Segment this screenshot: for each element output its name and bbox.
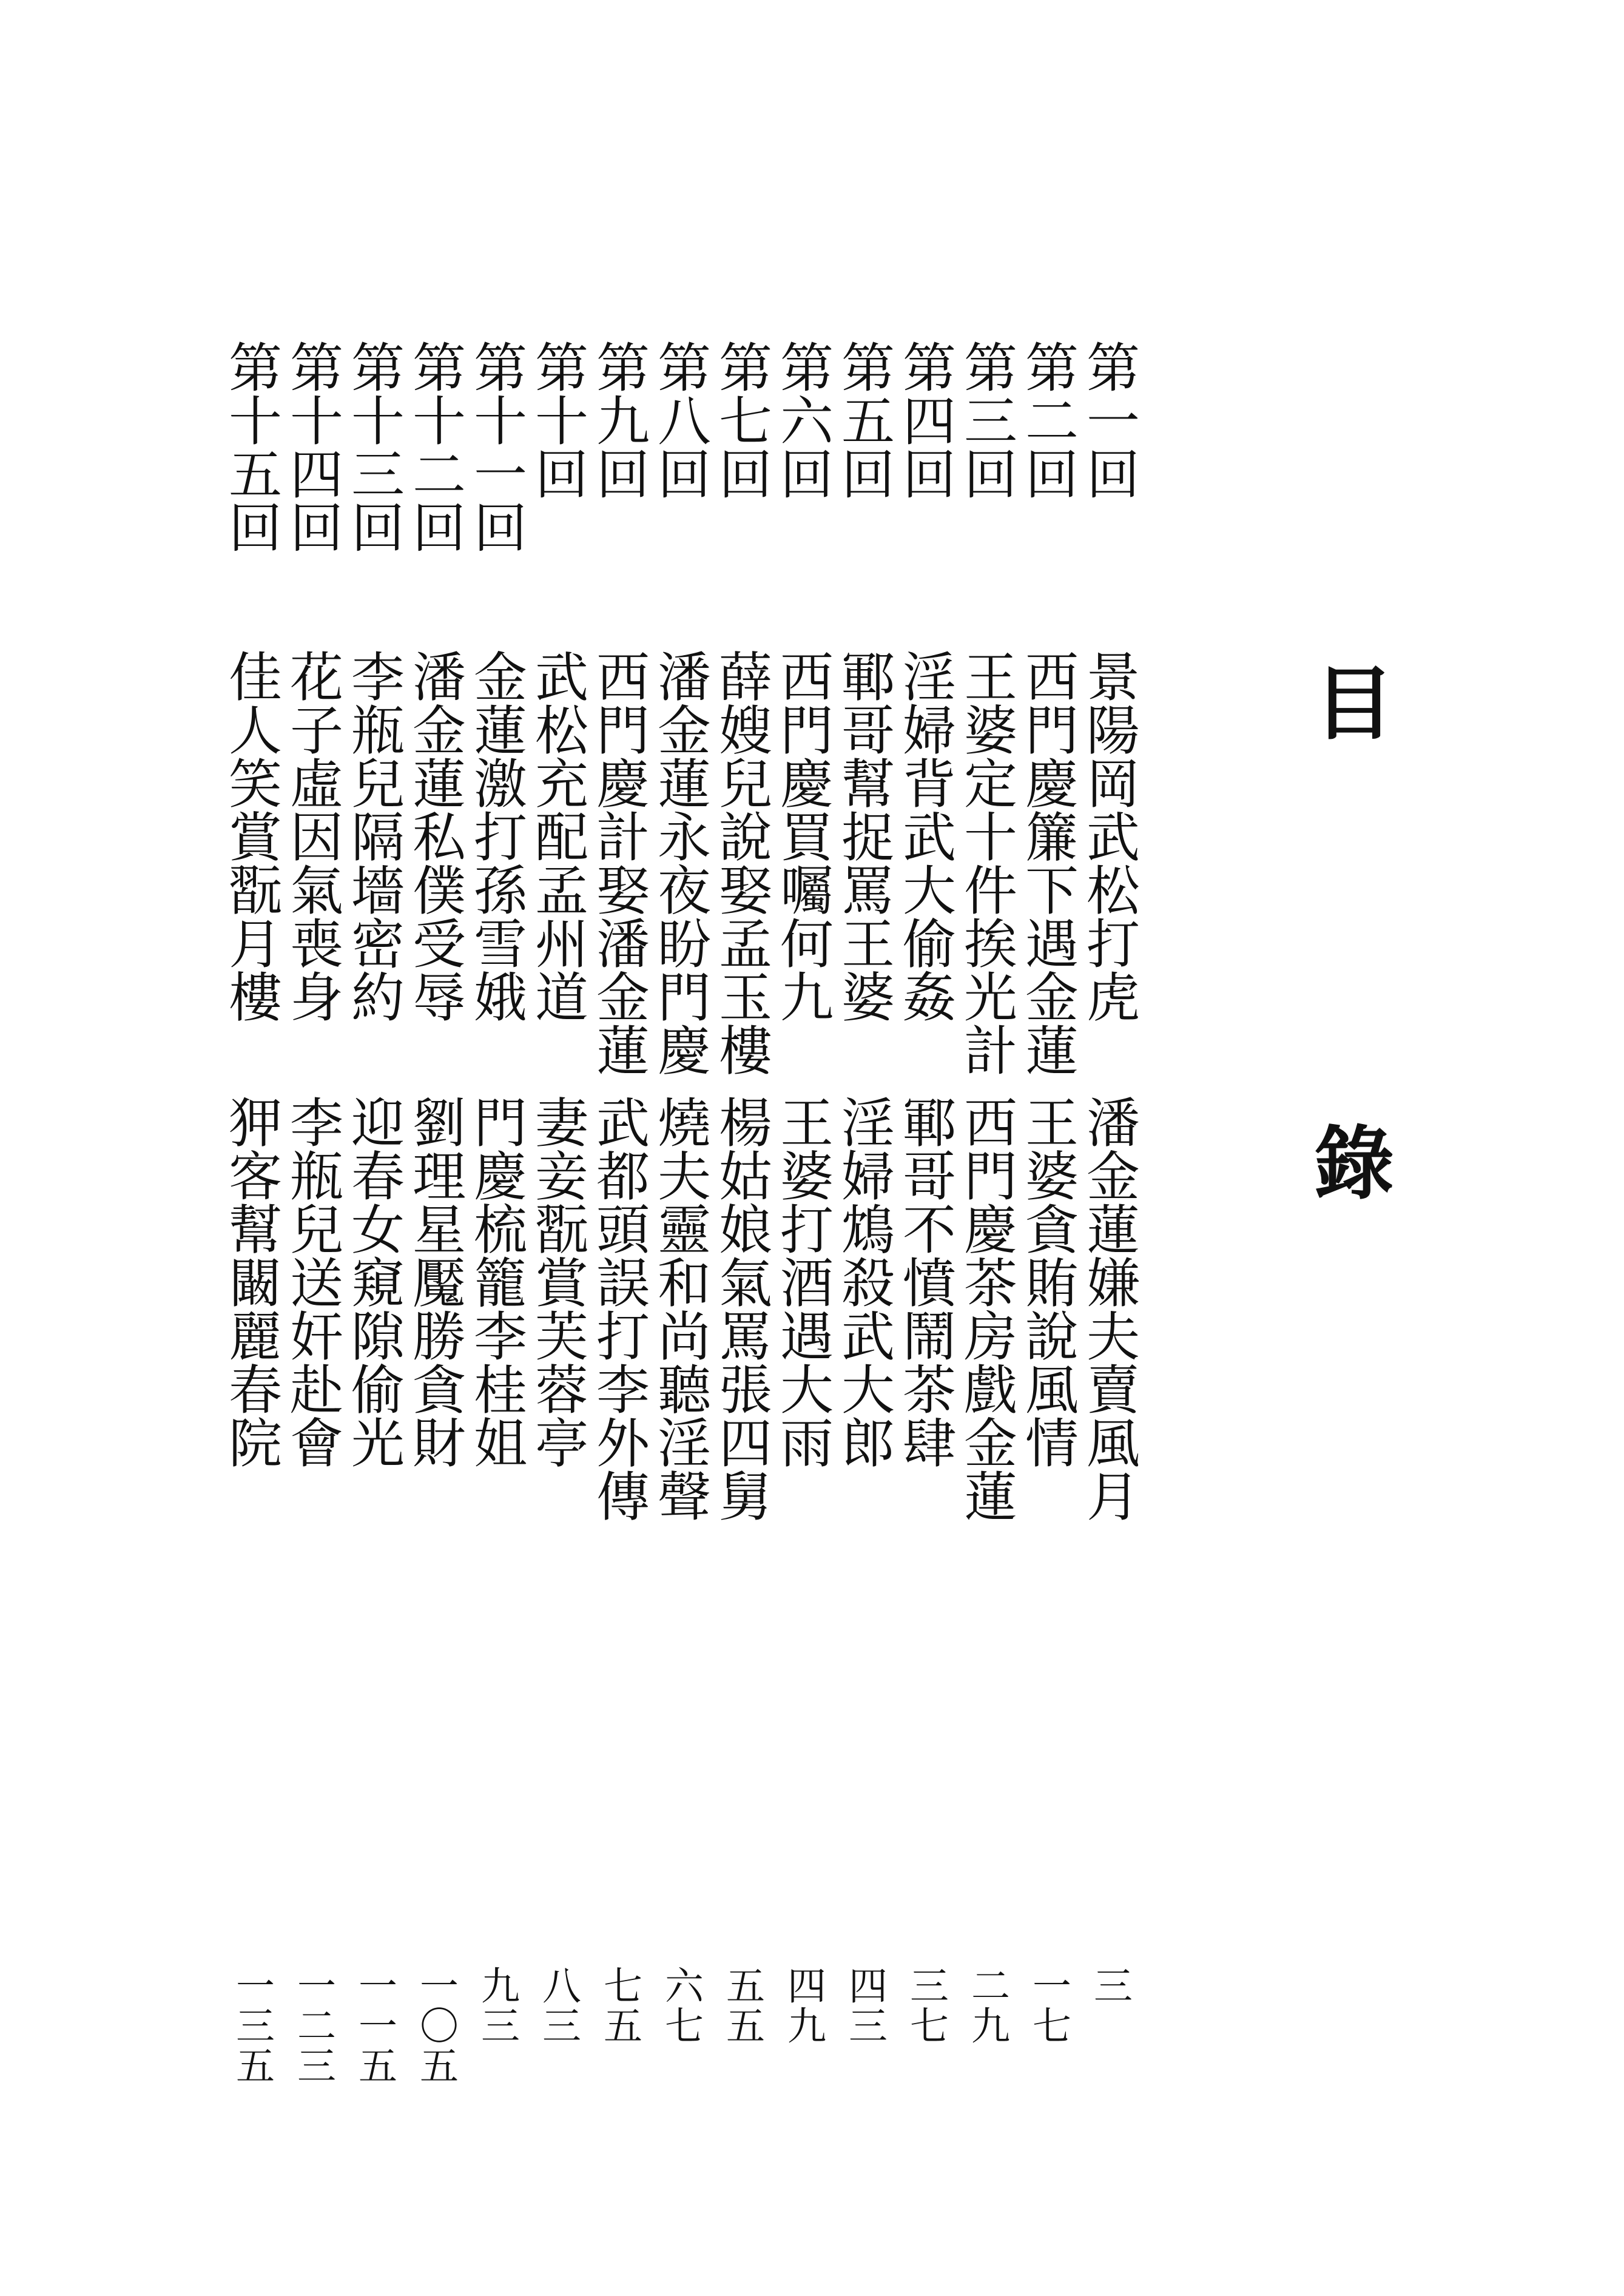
toc-entry [834,340,895,2160]
page-number: 三 [1087,1965,1132,2005]
chapter-number: 第十四回 [281,340,344,553]
toc-entry [405,340,466,2160]
table-of-contents [221,340,1140,2160]
chapter-title-second-line: 妻妾翫賞芙蓉亭 [527,1095,589,1469]
toc-entry [956,340,1017,2160]
page-number: 一三五 [229,1965,274,2086]
chapter-title-second-line: 迎春女窺隙偷光 [343,1095,405,1469]
chapter-title-first-line: 薛嫂兒說娶孟玉樓 [710,649,773,1076]
chapter-title-first-line: 花子虛因氣喪身 [281,649,344,1023]
chapter-number: 第九回 [588,340,650,500]
chapter-title-first-line: 景陽岡武松打虎 [1078,649,1141,1023]
chapter-number: 第六回 [772,340,834,500]
chapter-number: 第十二回 [404,340,467,553]
chapter-title-second-line: 燒夫靈和尚聽淫聲 [649,1095,712,1522]
chapter-title-first-line: 王婆定十件挨光計 [955,649,1018,1076]
page-number: 四九 [781,1965,826,2045]
chapter-number: 第一回 [1078,340,1141,500]
toc-entry [588,340,650,2160]
toc-entry [650,340,711,2160]
chapter-number: 第十一回 [465,340,528,553]
chapter-number: 第十回 [527,340,589,500]
chapter-number: 第八回 [649,340,712,500]
chapter-title-second-line: 淫婦鴆殺武大郎 [833,1095,895,1469]
chapter-title-first-line: 西門慶簾下遇金蓮 [1017,649,1079,1076]
chapter-title-first-line: 淫婦背武大偷姦 [894,649,957,1023]
chapter-title-second-line: 門慶梳籠李桂姐 [465,1095,528,1469]
chapter-title-second-line: 王婆貪賄說風情 [1017,1095,1079,1469]
toc-entry [466,340,527,2160]
chapter-title-second-line: 西門慶茶房戲金蓮 [955,1095,1018,1522]
toc-entry [711,340,772,2160]
toc-entry [1017,340,1079,2160]
page-number: 六七 [658,1965,703,2045]
page-number: 一七 [1026,1965,1071,2045]
page-number: 三七 [903,1965,948,2045]
page-title: 目 錄 [1300,661,1394,1377]
chapter-title-second-line: 武都頭誤打李外傳 [588,1095,650,1522]
chapter-title-second-line: 狎客幫闞麗春院 [220,1095,283,1469]
toc-entry [221,340,282,2160]
toc-entry [343,340,405,2160]
chapter-number: 第七回 [710,340,773,500]
toc-entry [282,340,343,2160]
chapter-number: 第四回 [894,340,957,500]
chapter-title-first-line: 西門慶買囑何九 [772,649,834,1023]
toc-entry [895,340,956,2160]
chapter-title-first-line: 西門慶計娶潘金蓮 [588,649,650,1076]
chapter-title-second-line: 潘金蓮嫌夫賣風月 [1078,1095,1141,1522]
chapter-title-second-line: 鄆哥不憤鬧茶肆 [894,1095,957,1469]
toc-entry [527,340,588,2160]
chapter-number: 第十三回 [343,340,405,553]
toc-entry [1079,340,1140,2160]
chapter-title-first-line: 潘金蓮私僕受辱 [404,649,467,1023]
chapter-title-first-line: 潘金蓮永夜盼門慶 [649,649,712,1076]
toc-entry [772,340,834,2160]
chapter-number: 第三回 [955,340,1018,500]
page-number: 二九 [965,1965,1009,2045]
chapter-title-second-line: 王婆打酒遇大雨 [772,1095,834,1469]
page-number: 五五 [719,1965,764,2045]
chapter-number: 第二回 [1017,340,1079,500]
page-number: 一〇五 [413,1965,458,2086]
chapter-title-first-line: 佳人笑賞翫月樓 [220,649,283,1023]
chapter-title-first-line: 李瓶兒隔墻密約 [343,649,405,1023]
chapter-title-first-line: 鄆哥幫捉罵王婆 [833,649,895,1023]
page-number: 一二三 [291,1965,335,2086]
page-number: 七五 [597,1965,642,2045]
chapter-title-second-line: 劉理星魘勝貪財 [404,1095,467,1469]
chapter-title-second-line: 李瓶兒送奸赴會 [281,1095,344,1469]
page-number: 一一五 [352,1965,397,2086]
chapter-title-first-line: 金蓮激打孫雪娥 [465,649,528,1023]
page-number: 八三 [536,1965,581,2045]
chapter-title-first-line: 武松充配孟州道 [527,649,589,1023]
chapter-title-second-line: 楊姑娘氣罵張四舅 [710,1095,773,1522]
chapter-number: 第五回 [833,340,895,500]
chapter-number: 第十五回 [220,340,283,553]
page-number: 九三 [474,1965,519,2045]
page-number: 四三 [842,1965,887,2045]
